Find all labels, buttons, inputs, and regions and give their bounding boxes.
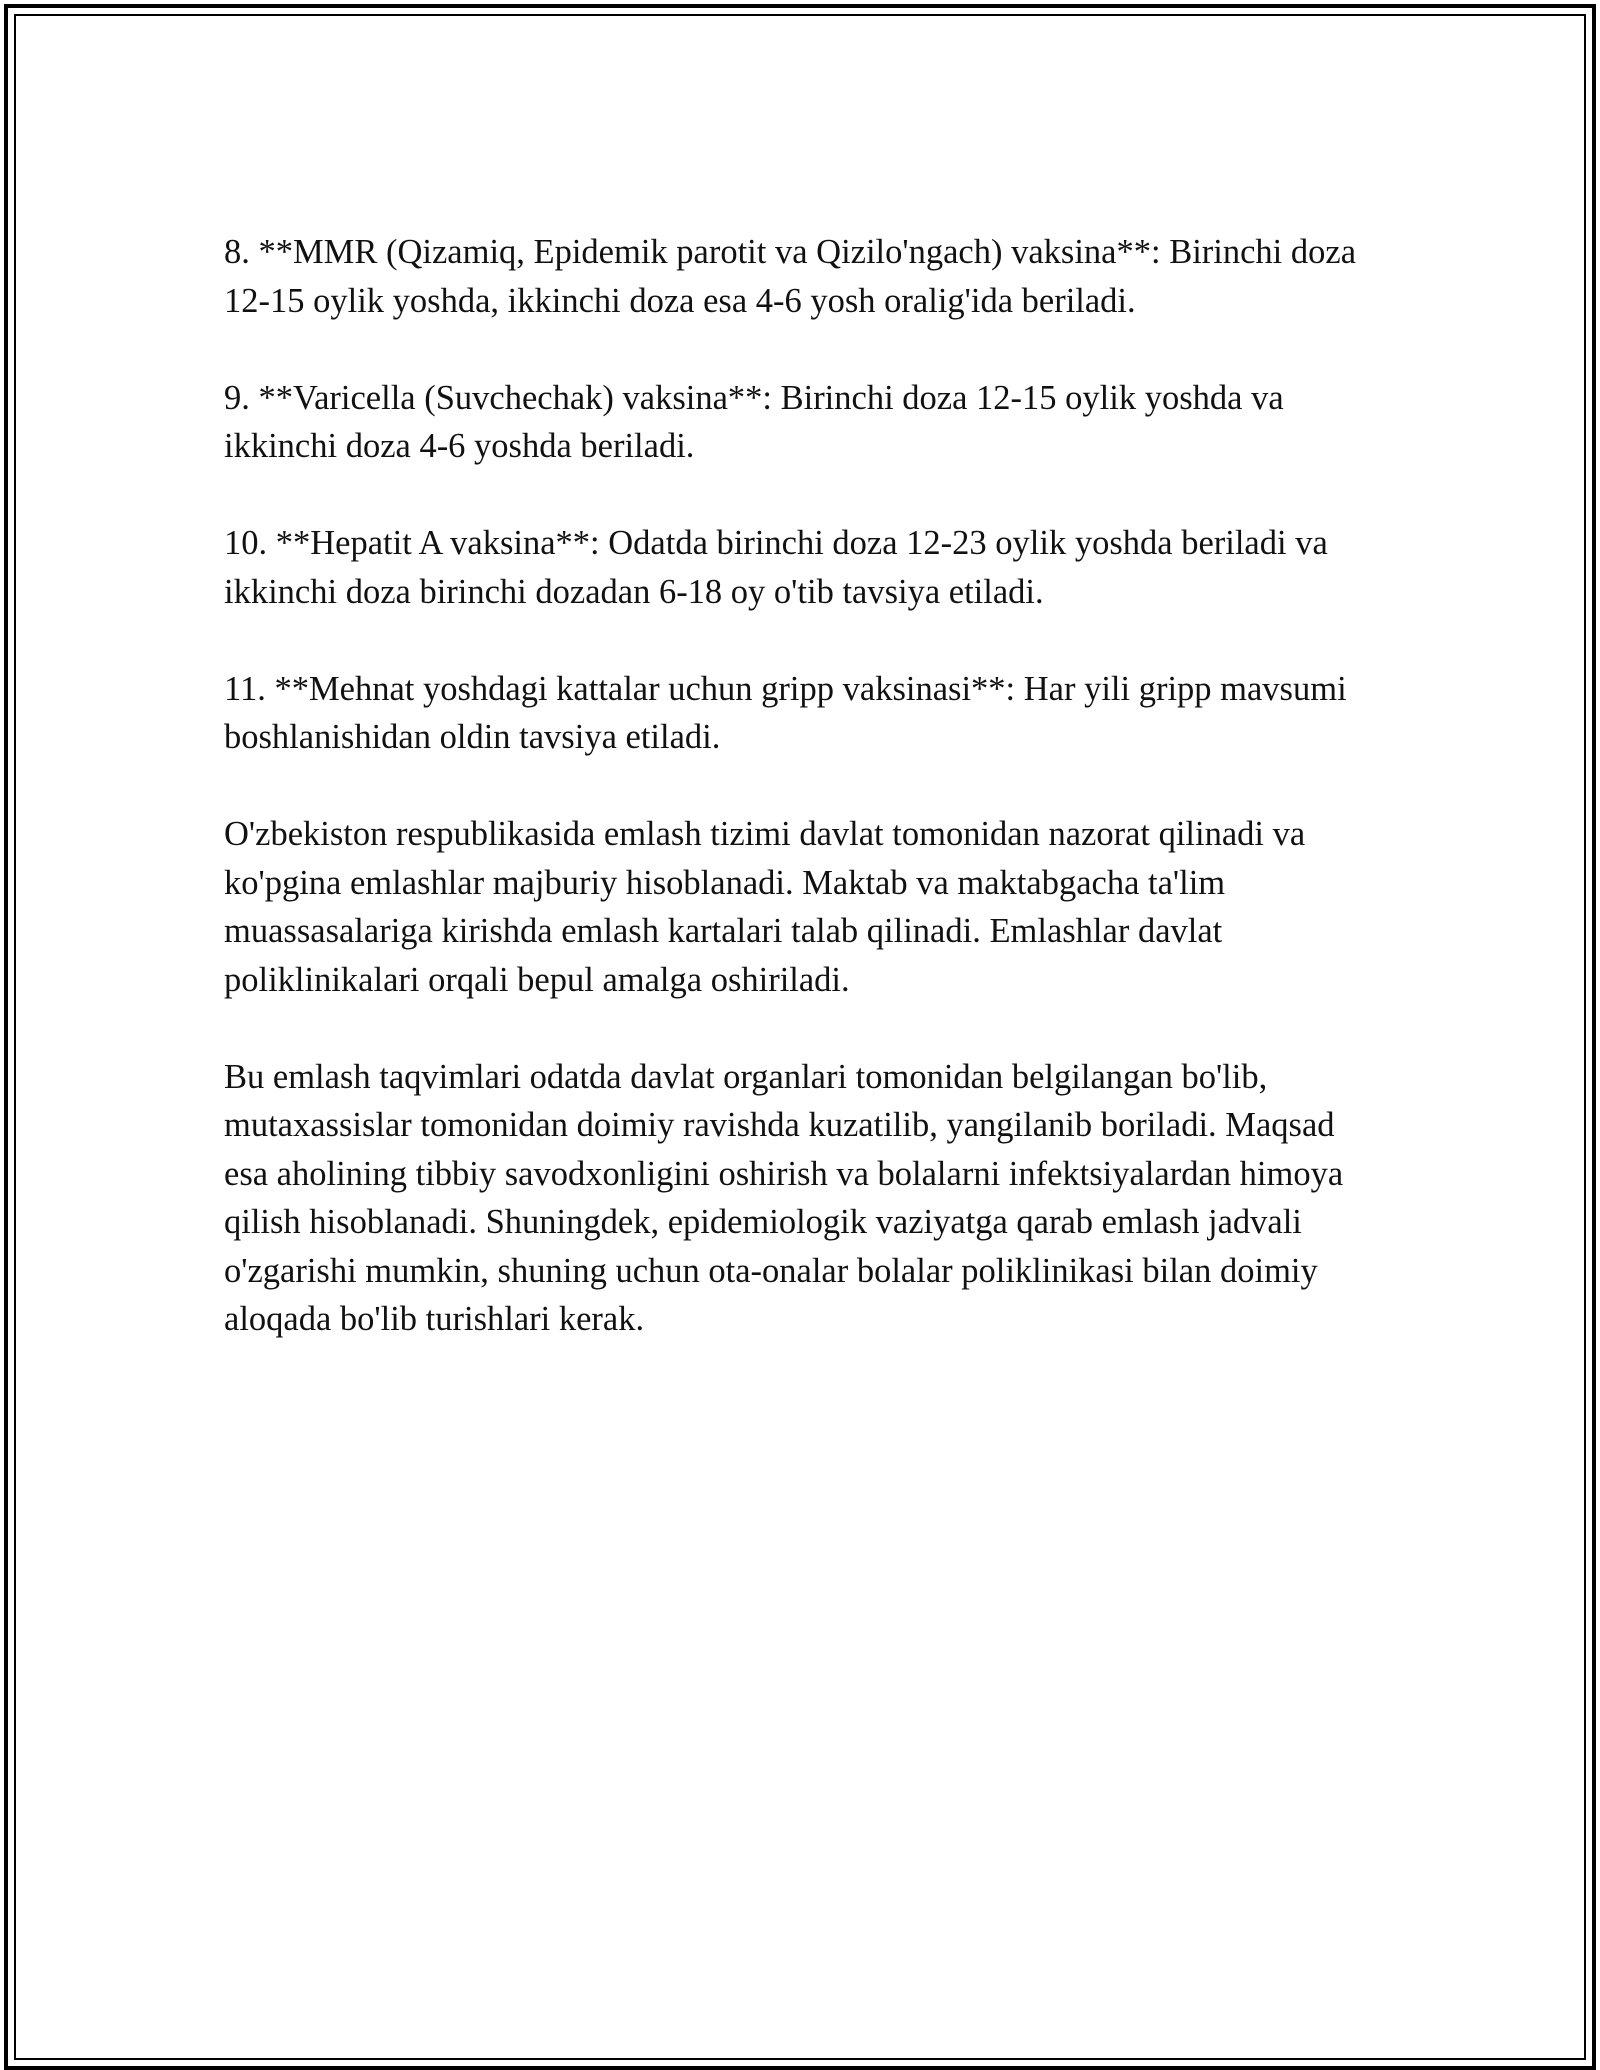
paragraph-hepatitis-a-vaccine: 10. **Hepatit A vaksina**: Odatda birinchi doza 12-23 oylik yoshda beriladi va ikkinchi doza birinchi dozadan 6-18 oy o'tib tavsiya etiladi.	[224, 524, 1328, 611]
paragraph-mmr-vaccine: 8. **MMR (Qizamiq, Epidemik parotit va Qizilo'ngach) vaksina**: Birinchi doza 12-15 oylik yoshda, ikkinchi doza esa 4-6 yosh oralig'ida beriladi.	[224, 233, 1357, 320]
paragraph-uzbekistan-system: O'zbekiston respublikasida emlash tizimi davlat tomonidan nazorat qilinadi va ko'pgina emlashlar majburiy hisoblanadi. Maktab va maktabgacha ta'lim muassasalariga kirishda emlash kartalari talab qilinadi. Emlashlar davlat poliklinikalari orqali bepul amalga oshiriladi.	[224, 815, 1306, 999]
paragraph-flu-vaccine: 11. **Mehnat yoshdagi kattalar uchun gripp vaksinasi**: Har yili gripp mavsumi boshlanishidan oldin tavsiya etiladi.	[224, 669, 1347, 756]
paragraph-varicella-vaccine: 9. **Varicella (Suvchechak) vaksina**: Birinchi doza 12-15 oylik yoshda va ikkinchi doza 4-6 yoshda beriladi.	[224, 378, 1284, 465]
paragraph-schedule-summary: Bu emlash taqvimlari odatda davlat organlari tomonidan belgilangan bo'lib, mutaxassislar tomonidan doimiy ravishda kuzatilib, yangilanib boriladi. Maqsad esa aholining tibbiy savodxonligini oshirish va bolalarni infektsiyalardan himoya qilish hisoblanadi. Shuningdek, epidemiologik vaziyatga qarab emlash jadvali o'zgarishi mumkin, shuning uchun ota-onalar bolalar poliklinikasi bilan doimiy aloqada bo'lib turishlari kerak.	[224, 1057, 1344, 1338]
document-body	[224, 228, 1384, 1392]
